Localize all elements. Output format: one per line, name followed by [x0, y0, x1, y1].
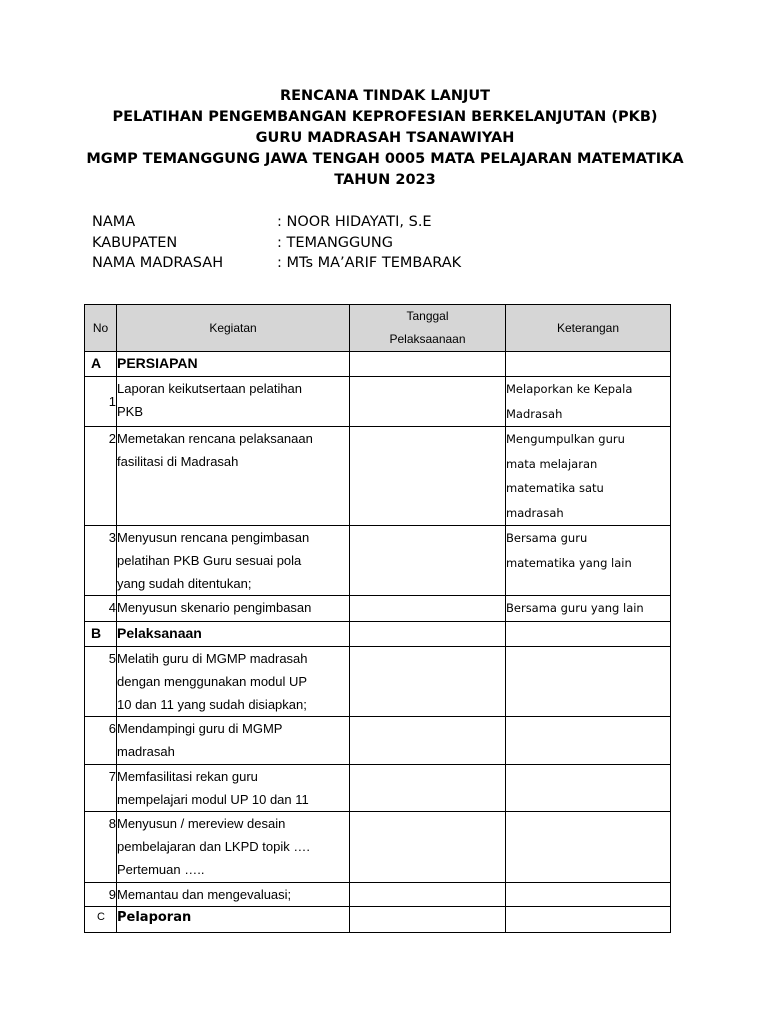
- section-title: Pelaksanaan: [117, 621, 350, 646]
- info-row-nama: [92, 212, 461, 233]
- keterangan-line: Madrasah: [506, 406, 563, 421]
- tanggal-cell: [350, 621, 506, 646]
- kegiatan-line: mempelajari modul UP 10 dan 11: [117, 791, 309, 807]
- madrasah-value: : MTs MA’ARIF TEMBARAK: [277, 255, 462, 271]
- keterangan-cell: [506, 621, 671, 646]
- kegiatan-line: 10 dan 11 yang sudah disiapkan;: [117, 696, 307, 712]
- header-tanggal-line: Tanggal: [406, 309, 449, 323]
- keterangan-line: madrasah: [506, 505, 564, 520]
- kegiatan-line: pelatihan PKB Guru sesuai pola: [117, 553, 302, 568]
- kegiatan-line: Menyusun / mereview desain: [117, 815, 286, 831]
- nama-label: NAMA: [92, 214, 136, 230]
- table-row: [85, 646, 671, 716]
- kegiatan-cell: [117, 596, 350, 622]
- info-row-madrasah: [92, 253, 461, 274]
- tanggal-cell: [350, 716, 506, 764]
- keterangan-cell: [506, 906, 671, 932]
- keterangan-cell: [506, 811, 671, 882]
- kegiatan-line: Menyusun rencana pengimbasan: [117, 530, 310, 545]
- table-row: [85, 526, 671, 596]
- kegiatan-cell: [117, 716, 350, 764]
- kegiatan-line: Memetakan rencana pelaksanaan: [117, 431, 313, 446]
- title-line: RENCANA TINDAK LANJUT: [279, 88, 491, 104]
- header-kegiatan: Kegiatan: [117, 305, 350, 352]
- kegiatan-line: Pertemuan …..: [117, 861, 205, 877]
- row-number: 7: [85, 764, 117, 811]
- header-tanggal-line: Pelaksaanaan: [389, 332, 466, 346]
- tanggal-cell: [350, 811, 506, 882]
- keterangan-line: Melaporkan ke Kepala: [506, 382, 633, 396]
- identity-block: [92, 212, 461, 274]
- nama-value: : NOOR HIDAYATI, S.E: [277, 214, 432, 230]
- tanggal-cell: [350, 377, 506, 427]
- row-number: 2: [85, 427, 117, 526]
- row-number: 4: [85, 596, 117, 622]
- keterangan-cell: [506, 596, 671, 622]
- kegiatan-line: pembelajaran dan LKPD topik ….: [117, 838, 310, 854]
- kegiatan-line: PKB: [117, 404, 144, 419]
- row-number: 3: [85, 526, 117, 596]
- table-row: [85, 596, 671, 622]
- kegiatan-cell: [117, 811, 350, 882]
- kegiatan-cell: [117, 427, 350, 526]
- kegiatan-line: yang sudah ditentukan;: [117, 576, 252, 591]
- table-row: [85, 377, 671, 427]
- keterangan-cell: [506, 882, 671, 906]
- row-number: 1: [85, 377, 117, 427]
- kegiatan-line: Menyusun skenario pengimbasan: [117, 600, 312, 615]
- row-number: 5: [85, 646, 117, 716]
- header-keterangan: Keterangan: [506, 305, 671, 352]
- keterangan-cell: [506, 352, 671, 377]
- tanggal-cell: [350, 882, 506, 906]
- kegiatan-cell: [117, 882, 350, 906]
- table-row: [85, 427, 671, 526]
- action-plan-table: [84, 304, 671, 933]
- tanggal-cell: [350, 526, 506, 596]
- section-row-persiapan: [85, 352, 671, 377]
- info-row-kabupaten: [92, 233, 461, 254]
- section-code: A: [85, 352, 117, 377]
- table-row: [85, 811, 671, 882]
- title-line: MGMP TEMANGGUNG JAWA TENGAH 0005 MATA PELAJARAN MATEMATIKA: [86, 151, 684, 167]
- table-row: [85, 882, 671, 906]
- keterangan-cell: [506, 716, 671, 764]
- keterangan-line: mata melajaran: [506, 456, 598, 471]
- tanggal-cell: [350, 596, 506, 622]
- keterangan-line: Mengumpulkan guru: [506, 432, 625, 446]
- kegiatan-line: Laporan keikutsertaan pelatihan: [117, 381, 303, 396]
- header-tanggal: [350, 305, 506, 352]
- title-line: PELATIHAN PENGEMBANGAN KEPROFESIAN BERKELANJUTAN (PKB): [112, 109, 658, 125]
- row-number: 8: [85, 811, 117, 882]
- tanggal-cell: [350, 427, 506, 526]
- keterangan-line: matematika yang lain: [506, 555, 632, 570]
- kegiatan-line: Melatih guru di MGMP madrasah: [117, 650, 308, 666]
- table-row: [85, 764, 671, 811]
- keterangan-cell: [506, 427, 671, 526]
- kegiatan-line: fasilitasi di Madrasah: [117, 454, 239, 469]
- tanggal-cell: [350, 352, 506, 377]
- title-line: TAHUN 2023: [334, 172, 436, 188]
- section-title: PERSIAPAN: [117, 352, 350, 377]
- title-line: GURU MADRASAH TSANAWIYAH: [255, 130, 515, 146]
- keterangan-cell: [506, 526, 671, 596]
- kabupaten-label: KABUPATEN: [92, 234, 178, 251]
- row-number: 9: [85, 882, 117, 906]
- row-number: 6: [85, 716, 117, 764]
- table-row: [85, 716, 671, 764]
- keterangan-line: Bersama guru yang lain: [506, 601, 644, 615]
- header-no: No: [85, 305, 117, 352]
- tanggal-cell: [350, 906, 506, 932]
- kegiatan-cell: [117, 377, 350, 427]
- tanggal-cell: [350, 646, 506, 716]
- kegiatan-cell: [117, 526, 350, 596]
- kegiatan-line: Mendampingi guru di MGMP: [117, 720, 283, 736]
- document-title: [60, 86, 710, 191]
- table-header-row: [85, 305, 671, 352]
- kegiatan-line: Memfasilitasi rekan guru: [117, 768, 258, 784]
- section-row-pelaporan: [85, 906, 671, 932]
- section-code: B: [85, 621, 117, 646]
- kegiatan-line: dengan menggunakan modul UP: [117, 673, 308, 689]
- keterangan-cell: [506, 764, 671, 811]
- section-code: C: [85, 906, 117, 932]
- kegiatan-cell: [117, 764, 350, 811]
- kegiatan-cell: [117, 646, 350, 716]
- tanggal-cell: [350, 764, 506, 811]
- keterangan-cell: [506, 646, 671, 716]
- section-title: Pelaporan: [117, 906, 350, 932]
- kegiatan-line: madrasah: [117, 743, 175, 759]
- madrasah-label: NAMA MADRASAH: [92, 255, 224, 271]
- kabupaten-value: : TEMANGGUNG: [277, 234, 393, 251]
- section-row-pelaksanaan: [85, 621, 671, 646]
- kegiatan-line: Memantau dan mengevaluasi;: [117, 886, 292, 902]
- keterangan-line: matematika satu: [506, 481, 604, 495]
- keterangan-line: Bersama guru: [506, 531, 588, 545]
- keterangan-cell: [506, 377, 671, 427]
